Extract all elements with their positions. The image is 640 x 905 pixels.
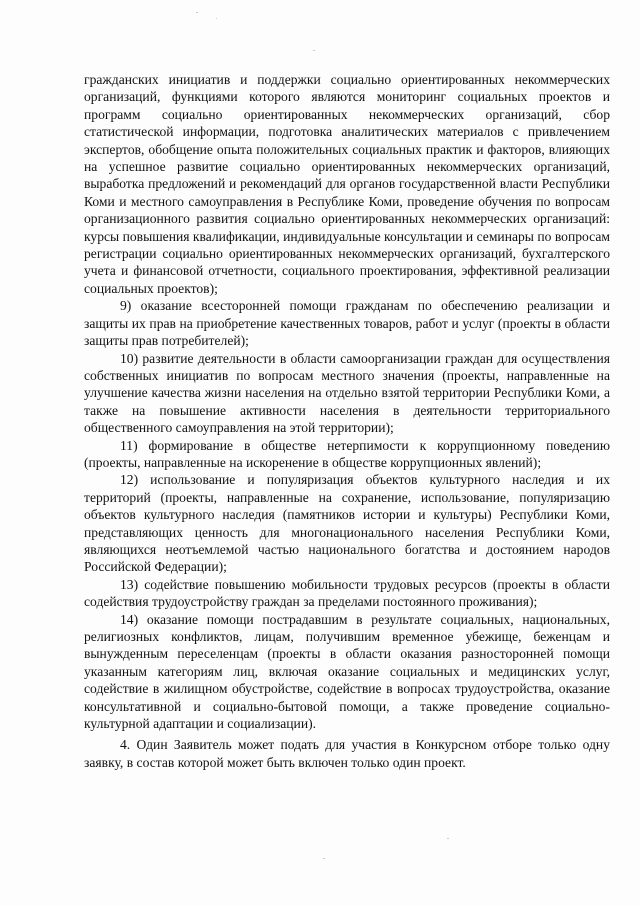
list-item-11: 11) формирование в обществе нетерпимости к коррупционному поведению (проекты, направленные на искоренение в обществе коррупционных явлений); [84,437,610,470]
list-item-13: 13) содействие повышению мобильности трудовых ресурсов (проекты в области содействия трудоустройству граждан за пределами постоянного проживания); [84,576,610,610]
scan-speck [313,50,315,51]
list-item-12: 12) использование и популяризация объектов культурного наследия и их территорий (проекты, направленные на сохранение, использование, популяризацию объектов культурного наследия (памятников истории и культуры) Республики Коми, представляющих ценность для многонационального населения Республики Коми, являющихся неотъемлемой частью национального богатства и достоянием народов Российской Федерации); [84,472,610,575]
clause-4: 4. Один Заявитель может подать для участия в Конкурсном отборе только одну заявку, в состав которой может быть включен только один проект. [84,737,610,770]
scan-speck [323,858,325,859]
document-body [84,71,610,771]
list-item-9: 9) оказание всесторонней помощи гражданам по обеспечению реализации и защиты их прав на приобретение качественных товаров, работ и услуг (проекты в области защиты прав потребителей); [84,298,610,349]
list-item-14: 14) оказание помощи пострадавшим в результате социальных, национальных, религиозных конфликтов, лицам, получившим временное убежище, беженцам и вынужденным переселенцам (проекты в области оказания разносторонней помощи указанным категориям лиц, включая оказание социальных и медицинских услуг, содействие в жилищном обустройстве, содействие в вопросах трудоустройства, оказание консультативной и социально-бытовой помощи, а также проведение социально-культурной адаптации и социализации). [84,611,610,732]
scan-speck [216,18,217,19]
scan-speck [447,838,449,839]
scan-speck [196,12,198,13]
paragraph-continuation: гражданских инициатив и поддержки социально ориентированных некоммерческих организаций, функциями которого являются мониторинг социальных проектов и программ социально ориентированных некоммерческих организаций, сбор статистической информации, подготовка аналитических материалов с привлечением экспертов, обобщение опыта положительных социальных практик и факторов, влияющих на успешное развитие социально ориентированных некоммерческих организаций, выработка предложений и рекомендаций для органов государственной власти Республики Коми и местного самоуправления в Республике Коми, проведение обучения по вопросам организационного развития социально ориентированных некоммерческих организаций: курсы повышения квалификации, индивидуальные консультации и семинары по вопросам регистрации социально ориентированных некоммерческих организаций, бухгалтерского учета и финансовой отчетности, социального проектирования, эффективной реализации социальных проектов); [84,72,610,296]
list-item-10: 10) развитие деятельности в области самоорганизации граждан для осуществления собственных инициатив по вопросам местного значения (проекты, направленные на улучшение качества жизни населения на отдельно взятой территории Республики Коми, а также на повышение активности населения в деятельности территориального общественного самоуправления на этой территории); [84,350,610,436]
